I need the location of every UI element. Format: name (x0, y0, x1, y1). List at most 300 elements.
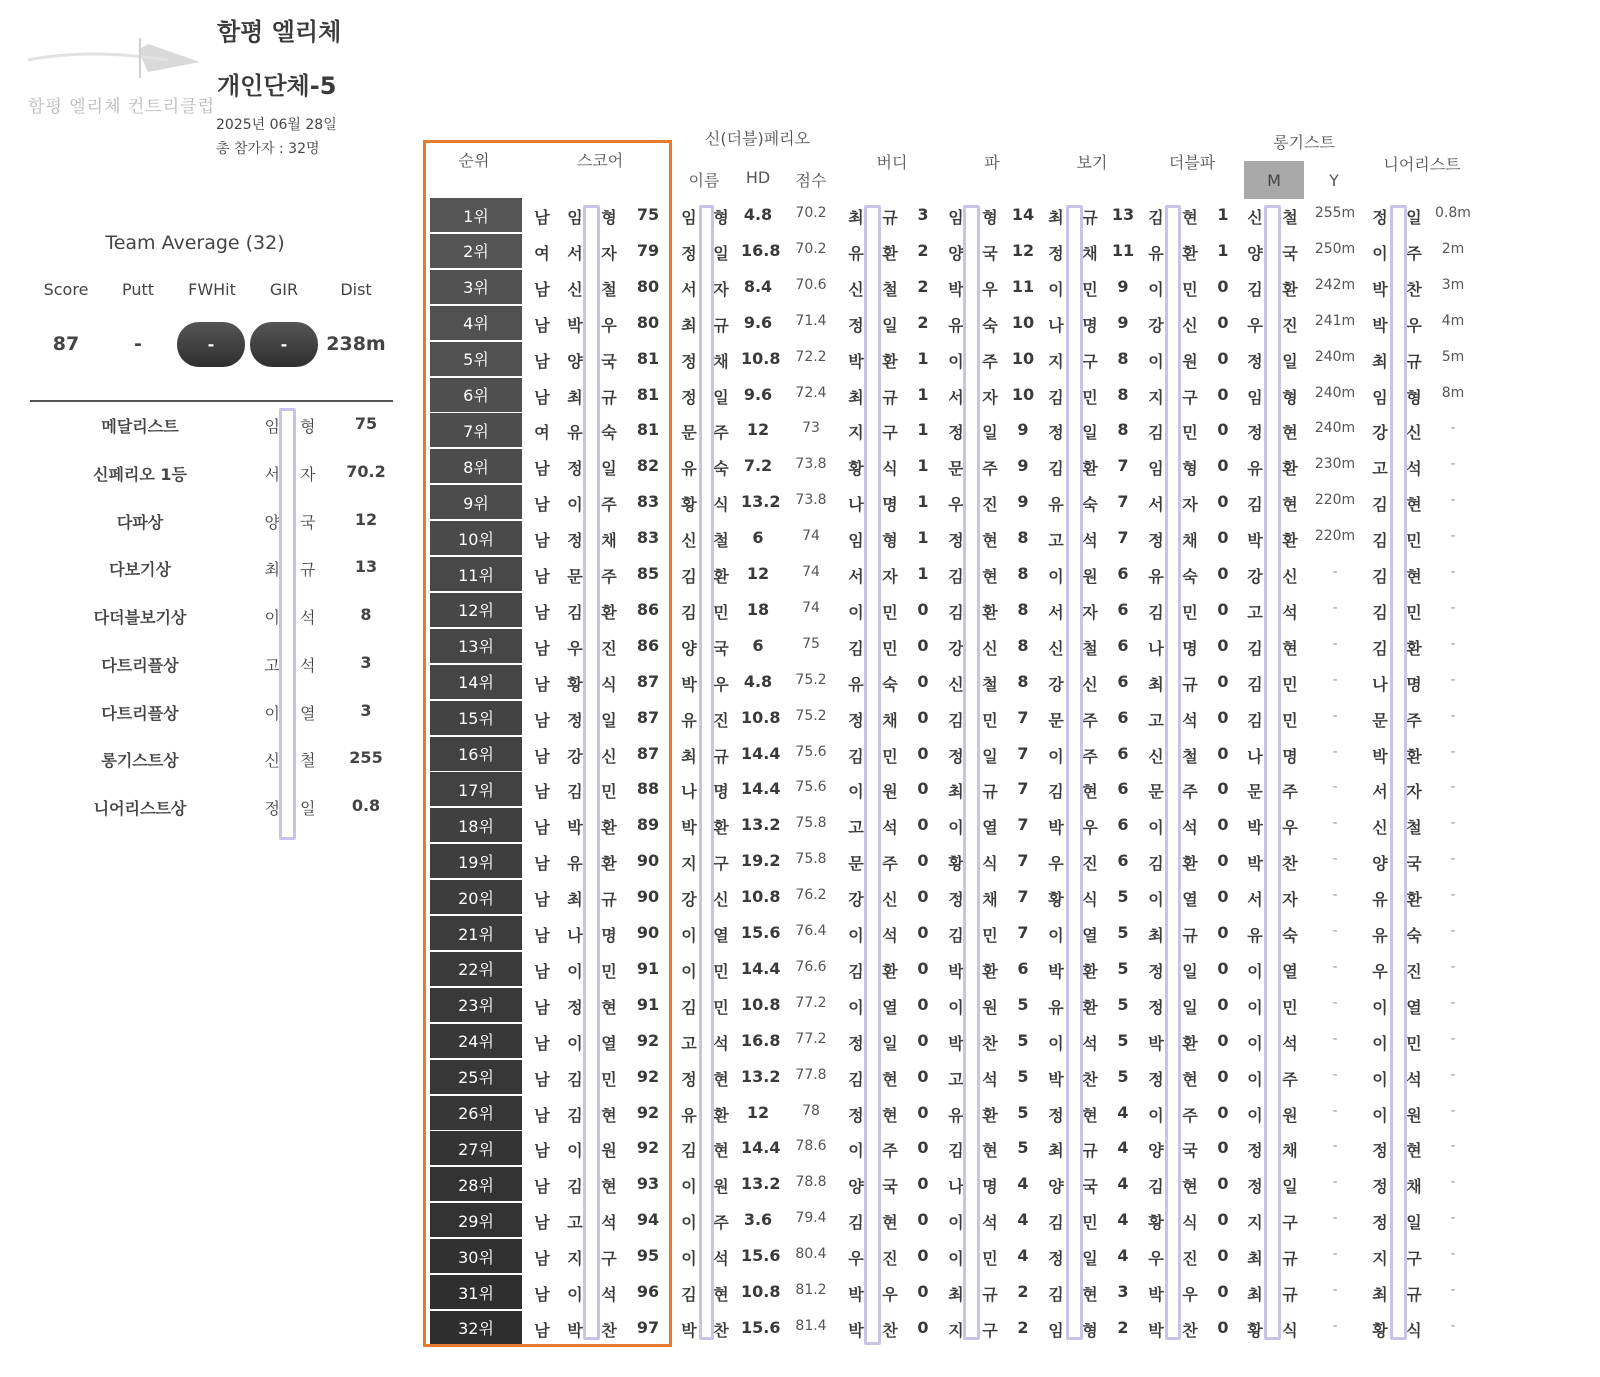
rank-cell: 3위 (430, 270, 522, 304)
par-first-cell: 이 (948, 1249, 964, 1269)
bogey-last-cell: 열 (1082, 926, 1098, 945)
nearest-first-cell: 최 (1372, 1285, 1388, 1304)
double-count-cell: 0 (1217, 851, 1229, 871)
peoria-first-cell: 박 (681, 818, 697, 838)
par-first-cell: 김 (948, 1141, 964, 1161)
peoria-first-cell: 정 (681, 243, 697, 263)
score-value-cell: 82 (636, 456, 660, 476)
score-last-cell: 일 (601, 710, 617, 730)
nearest-last-cell: 규 (1406, 351, 1422, 371)
nearest-dist-cell: - (1450, 1210, 1456, 1227)
par-count-cell: 8 (1017, 599, 1029, 619)
nearest-dist-cell: - (1450, 671, 1456, 688)
highlight-col-awards (279, 408, 296, 840)
award-value: 3 (360, 701, 372, 720)
double-count-cell: 0 (1217, 671, 1229, 691)
birdie-last-cell: 환 (882, 961, 898, 981)
double-count-cell: 0 (1217, 923, 1229, 942)
nearest-dist-cell: - (1450, 528, 1456, 545)
double-count-cell: 0 (1217, 492, 1229, 512)
longest-first-cell: 박 (1247, 531, 1263, 551)
bogey-count-cell: 4 (1117, 1246, 1129, 1266)
score-last-cell: 환 (601, 854, 617, 874)
bogey-last-cell: 신 (1082, 674, 1098, 694)
bogey-last-cell: 주 (1082, 710, 1098, 730)
double-count-cell: 0 (1217, 420, 1229, 440)
bogey-last-cell: 현 (1082, 782, 1098, 802)
birdie-first-cell: 이 (848, 997, 864, 1017)
par-count-cell: 8 (1017, 671, 1029, 691)
peoria-score-cell: 81.4 (795, 1317, 827, 1334)
rank-cell: 19위 (430, 844, 522, 878)
longest-last-cell: 국 (1282, 243, 1298, 263)
award-row (30, 414, 390, 440)
longest-last-cell: 환 (1282, 531, 1298, 551)
par-count-cell: 10 (1011, 384, 1035, 404)
par-last-cell: 원 (982, 997, 998, 1017)
nearest-dist-cell: - (1450, 564, 1456, 580)
nearest-first-cell: 유 (1372, 890, 1388, 910)
gender-cell: 남 (534, 1285, 550, 1304)
birdie-count-cell: 0 (917, 815, 929, 835)
score-last-cell: 명 (601, 926, 617, 945)
nearest-first-cell: 황 (1372, 1320, 1388, 1340)
nearest-last-cell: 민 (1406, 1033, 1422, 1053)
par-first-cell: 황 (948, 854, 964, 874)
birdie-count-cell: 2 (917, 240, 929, 260)
gender-cell: 남 (534, 531, 550, 551)
double-first-cell: 정 (1148, 997, 1164, 1017)
double-count-cell: 0 (1217, 312, 1229, 332)
peoria-first-cell: 고 (681, 1033, 697, 1053)
par-count-cell: 9 (1017, 492, 1029, 512)
birdie-last-cell: 자 (882, 567, 898, 586)
peoria-last-cell: 규 (713, 746, 729, 766)
birdie-count-cell: 0 (917, 1102, 929, 1122)
double-count-cell: 0 (1217, 1174, 1229, 1194)
nearest-last-cell: 식 (1406, 1320, 1422, 1340)
longest-dist-cell: - (1332, 564, 1338, 580)
rank-cell: 8위 (430, 449, 522, 483)
double-last-cell: 숙 (1182, 567, 1198, 586)
double-last-cell: 원 (1182, 351, 1198, 371)
score-last-cell: 일 (601, 459, 617, 479)
nearest-first-cell: 이 (1372, 997, 1388, 1017)
bogey-last-cell: 환 (1082, 459, 1098, 479)
double-last-cell: 진 (1182, 1249, 1198, 1269)
longest-first-cell: 이 (1247, 997, 1263, 1017)
longest-first-cell: 박 (1247, 818, 1263, 838)
peoria-score-cell: 78.8 (795, 1174, 827, 1191)
rank-cell: 18위 (430, 808, 522, 842)
score-last-cell: 열 (601, 1033, 617, 1053)
gender-cell: 남 (534, 746, 550, 766)
birdie-first-cell: 이 (848, 926, 864, 945)
bogey-last-cell: 일 (1082, 423, 1098, 443)
par-last-cell: 형 (982, 208, 998, 227)
double-count-cell: 0 (1217, 815, 1229, 835)
par-last-cell: 환 (982, 602, 998, 622)
award-winner-first: 고 (264, 656, 280, 675)
par-last-cell: 일 (982, 746, 998, 766)
birdie-last-cell: 열 (882, 997, 898, 1017)
bogey-last-cell: 우 (1082, 818, 1098, 838)
score-first-cell: 유 (567, 854, 583, 874)
par-first-cell: 고 (948, 1069, 964, 1089)
header-bogey: 보기 (1076, 153, 1108, 172)
bogey-first-cell: 우 (1048, 854, 1064, 874)
score-last-cell: 진 (601, 638, 617, 658)
logo-text: 함평 엘리체 컨트리클럽 (28, 97, 216, 117)
award-name: 다트리플상 (101, 656, 179, 675)
bogey-count-cell: 9 (1117, 276, 1129, 296)
gender-cell: 여 (534, 423, 550, 443)
peoria-last-cell: 규 (713, 315, 729, 335)
nearest-last-cell: 열 (1406, 997, 1422, 1017)
score-first-cell: 김 (567, 782, 583, 802)
nearest-first-cell: 서 (1372, 782, 1388, 802)
double-first-cell: 양 (1148, 1141, 1164, 1161)
score-first-cell: 나 (567, 926, 583, 945)
peoria-score-cell: 81.2 (795, 1282, 827, 1298)
peoria-hd-cell: 10.8 (741, 1282, 781, 1301)
longest-dist-cell: - (1332, 887, 1338, 904)
bogey-first-cell: 양 (1048, 1177, 1064, 1197)
birdie-count-cell: 1 (917, 420, 929, 440)
peoria-score-cell: 75.8 (795, 815, 827, 832)
birdie-first-cell: 서 (848, 567, 864, 586)
rank-cell: 32위 (430, 1311, 522, 1345)
bogey-last-cell: 현 (1082, 1105, 1098, 1125)
longest-dist-cell: - (1332, 1102, 1338, 1119)
par-first-cell: 문 (948, 459, 964, 479)
peoria-last-cell: 형 (713, 208, 729, 227)
peoria-hd-cell: 7.2 (743, 456, 773, 476)
longest-last-cell: 주 (1282, 1069, 1298, 1089)
double-count-cell: 0 (1217, 1246, 1229, 1266)
birdie-first-cell: 황 (848, 459, 864, 479)
birdie-first-cell: 김 (848, 746, 864, 766)
par-count-cell: 5 (1017, 1066, 1029, 1086)
bogey-last-cell: 명 (1082, 315, 1098, 335)
ta-fwhit-pill: - (177, 322, 245, 367)
longest-first-cell: 유 (1247, 926, 1263, 945)
longest-last-cell: 열 (1282, 961, 1298, 981)
gender-cell: 남 (534, 782, 550, 802)
bogey-last-cell: 민 (1082, 1213, 1098, 1233)
longest-dist-cell: - (1332, 671, 1338, 688)
score-last-cell: 주 (601, 567, 617, 586)
award-winner-first: 이 (264, 608, 280, 627)
peoria-first-cell: 양 (681, 638, 697, 658)
double-first-cell: 고 (1148, 710, 1164, 730)
nearest-first-cell: 박 (1372, 315, 1388, 335)
gender-cell: 남 (534, 1213, 550, 1233)
peoria-score-cell: 75 (802, 635, 820, 652)
bogey-count-cell: 6 (1117, 815, 1129, 835)
bogey-first-cell: 정 (1048, 1249, 1064, 1269)
header-par: 파 (984, 153, 1000, 172)
nearest-last-cell: 진 (1406, 961, 1422, 981)
longest-last-cell: 석 (1282, 1033, 1298, 1053)
nearest-last-cell: 석 (1406, 459, 1422, 479)
double-last-cell: 환 (1182, 1033, 1198, 1053)
birdie-last-cell: 일 (882, 315, 898, 335)
double-first-cell: 이 (1148, 890, 1164, 910)
longest-dist-cell: - (1332, 1246, 1338, 1263)
rank-cell: 15위 (430, 701, 522, 735)
birdie-last-cell: 민 (882, 746, 898, 766)
score-value-cell: 96 (636, 1282, 660, 1301)
par-count-cell: 12 (1011, 240, 1035, 260)
double-first-cell: 서 (1148, 495, 1164, 515)
par-first-cell: 이 (948, 818, 964, 838)
award-value: 3 (360, 653, 372, 672)
bogey-count-cell: 5 (1117, 887, 1129, 907)
longest-last-cell: 현 (1282, 495, 1298, 515)
longest-last-cell: 민 (1282, 710, 1298, 730)
bogey-count-cell: 9 (1117, 312, 1129, 332)
rank-cell: 22위 (430, 952, 522, 986)
longest-dist-cell: - (1332, 1066, 1338, 1083)
nearest-last-cell: 석 (1406, 1069, 1422, 1089)
longest-first-cell: 고 (1247, 602, 1263, 622)
score-last-cell: 구 (601, 1249, 617, 1269)
award-row (30, 748, 390, 774)
peoria-last-cell: 자 (713, 279, 729, 299)
longest-last-cell: 일 (1282, 1177, 1298, 1197)
rank-cell: 5위 (430, 342, 522, 376)
par-count-cell: 9 (1017, 420, 1029, 440)
longest-dist-cell: 241m (1314, 312, 1356, 329)
peoria-hd-cell: 10.8 (741, 994, 781, 1014)
double-last-cell: 환 (1182, 243, 1198, 263)
peoria-hd-cell: 12 (746, 420, 770, 440)
longest-last-cell: 신 (1282, 567, 1298, 586)
rank-cell: 17위 (430, 772, 522, 806)
par-count-cell: 7 (1017, 779, 1029, 799)
peoria-score-cell: 75.6 (795, 779, 827, 796)
double-last-cell: 현 (1182, 1069, 1198, 1089)
rank-cell: 28위 (430, 1167, 522, 1201)
award-winner-last: 규 (300, 560, 316, 579)
par-first-cell: 유 (948, 1105, 964, 1125)
score-first-cell: 김 (567, 1105, 583, 1125)
double-last-cell: 환 (1182, 854, 1198, 874)
birdie-last-cell: 주 (882, 1141, 898, 1161)
score-first-cell: 황 (567, 674, 583, 694)
rank-cell: 30위 (430, 1239, 522, 1273)
bogey-last-cell: 채 (1082, 243, 1098, 263)
peoria-first-cell: 김 (681, 1285, 697, 1304)
highlight-box-rank-score (423, 140, 672, 1347)
longest-dist-cell: 230m (1314, 456, 1356, 473)
peoria-last-cell: 신 (713, 890, 729, 910)
score-value-cell: 81 (636, 420, 660, 440)
par-first-cell: 정 (948, 423, 964, 443)
nearest-last-cell: 환 (1406, 890, 1422, 910)
double-last-cell: 현 (1182, 1177, 1198, 1197)
birdie-first-cell: 문 (848, 854, 864, 874)
double-count-cell: 0 (1217, 456, 1229, 476)
rank-cell: 29위 (430, 1203, 522, 1237)
longest-dist-cell: - (1332, 1030, 1338, 1047)
peoria-score-cell: 73.8 (795, 456, 827, 473)
peoria-last-cell: 일 (713, 387, 729, 407)
double-first-cell: 신 (1148, 746, 1164, 766)
par-count-cell: 5 (1017, 1102, 1029, 1122)
peoria-first-cell: 이 (681, 1177, 697, 1197)
highlight-col-peoria (699, 205, 714, 1340)
bogey-first-cell: 강 (1048, 674, 1064, 694)
ta-score-value: 87 (52, 333, 80, 355)
score-value-cell: 85 (636, 564, 660, 583)
ta-label-putt: Putt (121, 280, 155, 299)
bogey-last-cell: 주 (1082, 746, 1098, 766)
bogey-count-cell: 5 (1117, 923, 1129, 942)
score-value-cell: 93 (636, 1174, 660, 1194)
birdie-count-cell: 0 (917, 671, 929, 691)
award-row (30, 796, 390, 822)
peoria-score-cell: 70.2 (795, 205, 827, 221)
par-last-cell: 진 (982, 495, 998, 515)
bogey-last-cell: 일 (1082, 1249, 1098, 1269)
birdie-count-cell: 3 (917, 205, 929, 224)
birdie-first-cell: 박 (848, 1285, 864, 1304)
peoria-last-cell: 주 (713, 1213, 729, 1233)
par-count-cell: 14 (1011, 205, 1035, 224)
par-first-cell: 정 (948, 531, 964, 551)
peoria-score-cell: 73.8 (795, 492, 827, 509)
peoria-last-cell: 철 (713, 531, 729, 551)
nearest-first-cell: 박 (1372, 279, 1388, 299)
longest-first-cell: 정 (1247, 351, 1263, 371)
score-first-cell: 김 (567, 1177, 583, 1197)
peoria-first-cell: 김 (681, 602, 697, 622)
bogey-first-cell: 박 (1048, 1069, 1064, 1089)
bogey-count-cell: 6 (1117, 707, 1129, 727)
double-first-cell: 강 (1148, 315, 1164, 335)
nearest-dist-cell: - (1450, 456, 1456, 473)
peoria-hd-cell: 15.6 (741, 1317, 781, 1337)
par-count-cell: 9 (1017, 456, 1029, 476)
bogey-count-cell: 3 (1117, 1282, 1129, 1301)
peoria-last-cell: 명 (713, 782, 729, 802)
par-count-cell: 8 (1017, 564, 1029, 583)
score-last-cell: 주 (601, 495, 617, 515)
peoria-hd-cell: 6 (752, 635, 764, 655)
peoria-hd-cell: 3.6 (743, 1210, 773, 1230)
peoria-first-cell: 임 (681, 208, 697, 227)
bogey-count-cell: 5 (1117, 1066, 1129, 1086)
birdie-last-cell: 현 (882, 1105, 898, 1125)
nearest-dist-cell: - (1450, 923, 1456, 939)
par-last-cell: 환 (982, 961, 998, 981)
gender-cell: 남 (534, 315, 550, 335)
highlight-col-longest (1264, 205, 1281, 1340)
double-last-cell: 열 (1182, 890, 1198, 910)
par-count-cell: 8 (1017, 635, 1029, 655)
peoria-score-cell: 74 (802, 564, 820, 580)
par-last-cell: 석 (982, 1213, 998, 1233)
peoria-last-cell: 국 (713, 638, 729, 658)
par-first-cell: 김 (948, 926, 964, 945)
birdie-last-cell: 현 (882, 1213, 898, 1233)
score-value-cell: 94 (636, 1210, 660, 1230)
award-winner-last: 자 (300, 465, 316, 484)
score-last-cell: 석 (601, 1213, 617, 1233)
longest-first-cell: 정 (1247, 1177, 1263, 1197)
bogey-first-cell: 황 (1048, 890, 1064, 910)
birdie-first-cell: 이 (848, 602, 864, 622)
par-count-cell: 4 (1017, 1210, 1029, 1230)
nearest-dist-cell: - (1450, 635, 1456, 652)
peoria-hd-cell: 15.6 (741, 923, 781, 942)
nearest-first-cell: 정 (1372, 1141, 1388, 1161)
rank-cell: 14위 (430, 665, 522, 699)
score-value-cell: 97 (636, 1317, 660, 1337)
gender-cell: 남 (534, 638, 550, 658)
score-last-cell: 신 (601, 746, 617, 766)
peoria-score-cell: 79.4 (795, 1210, 827, 1227)
score-value-cell: 79 (636, 240, 660, 260)
birdie-count-cell: 1 (917, 384, 929, 404)
header-peoria-hd: HD (745, 168, 771, 187)
longest-last-cell: 현 (1282, 638, 1298, 658)
double-last-cell: 찬 (1182, 1320, 1198, 1340)
peoria-hd-cell: 10.8 (741, 707, 781, 727)
birdie-first-cell: 최 (848, 208, 864, 227)
birdie-last-cell: 신 (882, 890, 898, 910)
longest-dist-cell: - (1332, 958, 1338, 975)
double-first-cell: 이 (1148, 818, 1164, 838)
double-first-cell: 김 (1148, 423, 1164, 443)
double-count-cell: 0 (1217, 1210, 1229, 1230)
award-value: 8 (360, 605, 372, 624)
double-count-cell: 0 (1217, 707, 1229, 727)
birdie-first-cell: 김 (848, 961, 864, 981)
birdie-count-cell: 1 (917, 492, 929, 512)
rank-cell: 26위 (430, 1096, 522, 1130)
nearest-dist-cell: - (1450, 1066, 1456, 1083)
longest-first-cell: 김 (1247, 638, 1263, 658)
double-count-cell: 0 (1217, 635, 1229, 655)
double-last-cell: 철 (1182, 746, 1198, 766)
ta-gir-pill: - (250, 322, 318, 367)
nearest-last-cell: 국 (1406, 854, 1422, 874)
longest-dist-cell: 240m (1314, 348, 1356, 365)
rank-cell: 27위 (430, 1131, 522, 1165)
birdie-first-cell: 최 (848, 387, 864, 407)
score-value-cell: 88 (636, 779, 660, 799)
longest-last-cell: 환 (1282, 279, 1298, 299)
score-value-cell: 87 (636, 671, 660, 691)
score-first-cell: 이 (567, 961, 583, 981)
score-value-cell: 75 (636, 205, 660, 224)
bogey-last-cell: 원 (1082, 567, 1098, 586)
rank-cell: 2위 (430, 234, 522, 268)
bogey-count-cell: 5 (1117, 958, 1129, 978)
award-row (30, 653, 390, 679)
bogey-count-cell: 7 (1117, 492, 1129, 512)
peoria-last-cell: 숙 (713, 459, 729, 479)
longest-last-cell: 민 (1282, 674, 1298, 694)
score-value-cell: 91 (636, 994, 660, 1014)
score-first-cell: 박 (567, 315, 583, 335)
birdie-first-cell: 이 (848, 782, 864, 802)
double-last-cell: 자 (1182, 495, 1198, 515)
bogey-count-cell: 11 (1111, 240, 1135, 260)
